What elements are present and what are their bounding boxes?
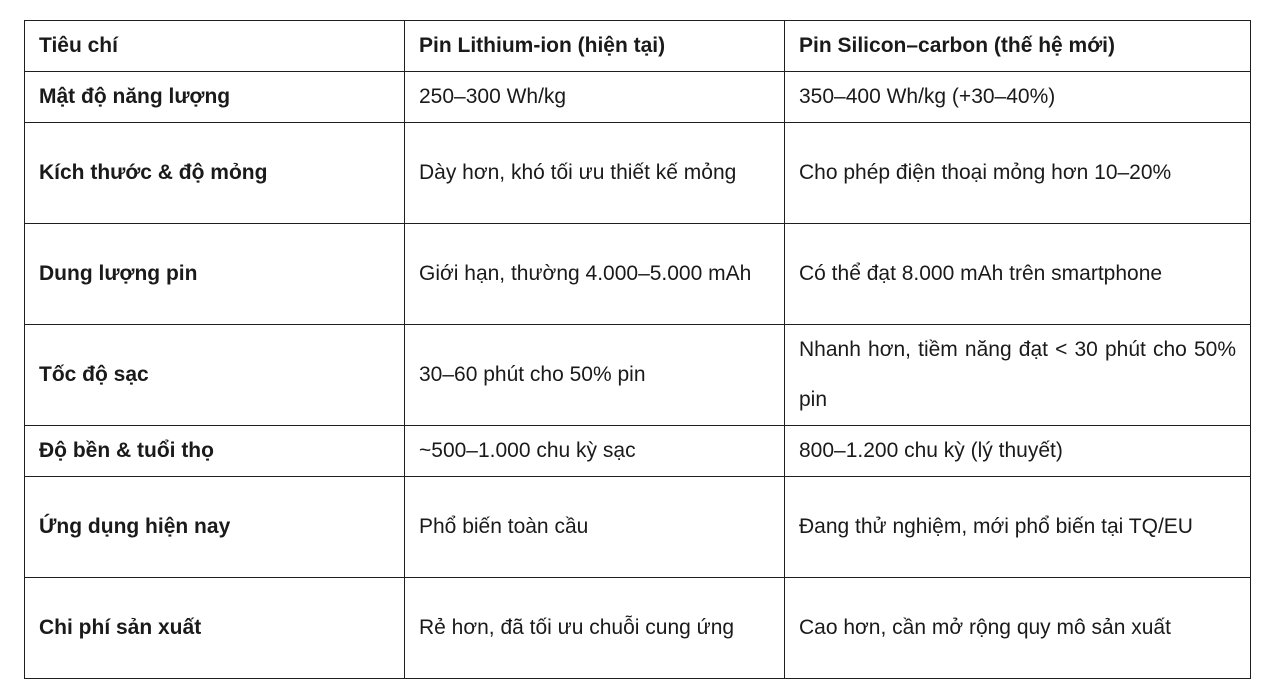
table-row	[25, 123, 1251, 224]
table-row	[25, 426, 1251, 477]
silicon-carbon-cell: Nhanh hơn, tiềm năng đạt < 30 phút cho 50% pin	[785, 325, 1251, 426]
criteria-cell: Chi phí sản xuất	[25, 578, 405, 679]
header-silicon-carbon: Pin Silicon–carbon (thế hệ mới)	[785, 21, 1251, 72]
silicon-carbon-cell: Có thể đạt 8.000 mAh trên smartphone	[785, 224, 1251, 325]
comparison-table-container	[24, 20, 1250, 679]
silicon-carbon-cell: 350–400 Wh/kg (+30–40%)	[785, 72, 1251, 123]
criteria-cell: Kích thước & độ mỏng	[25, 123, 405, 224]
lithium-ion-cell: 250–300 Wh/kg	[405, 72, 785, 123]
criteria-cell: Mật độ năng lượng	[25, 72, 405, 123]
table-row	[25, 477, 1251, 578]
table-row	[25, 72, 1251, 123]
lithium-ion-cell: Rẻ hơn, đã tối ưu chuỗi cung ứng	[405, 578, 785, 679]
criteria-cell: Ứng dụng hiện nay	[25, 477, 405, 578]
criteria-cell: Độ bền & tuổi thọ	[25, 426, 405, 477]
silicon-carbon-cell: Cao hơn, cần mở rộng quy mô sản xuất	[785, 578, 1251, 679]
battery-comparison-table	[24, 20, 1251, 679]
criteria-cell: Tốc độ sạc	[25, 325, 405, 426]
table-row	[25, 224, 1251, 325]
header-lithium-ion: Pin Lithium-ion (hiện tại)	[405, 21, 785, 72]
table-row	[25, 578, 1251, 679]
lithium-ion-cell: Dày hơn, khó tối ưu thiết kế mỏng	[405, 123, 785, 224]
silicon-carbon-cell: Đang thử nghiệm, mới phổ biến tại TQ/EU	[785, 477, 1251, 578]
table-header-row	[25, 21, 1251, 72]
criteria-cell: Dung lượng pin	[25, 224, 405, 325]
lithium-ion-cell: Giới hạn, thường 4.000–5.000 mAh	[405, 224, 785, 325]
lithium-ion-cell: 30–60 phút cho 50% pin	[405, 325, 785, 426]
header-criteria: Tiêu chí	[25, 21, 405, 72]
silicon-carbon-cell: Cho phép điện thoại mỏng hơn 10–20%	[785, 123, 1251, 224]
silicon-carbon-cell: 800–1.200 chu kỳ (lý thuyết)	[785, 426, 1251, 477]
lithium-ion-cell: ~500–1.000 chu kỳ sạc	[405, 426, 785, 477]
lithium-ion-cell: Phổ biến toàn cầu	[405, 477, 785, 578]
table-row	[25, 325, 1251, 426]
